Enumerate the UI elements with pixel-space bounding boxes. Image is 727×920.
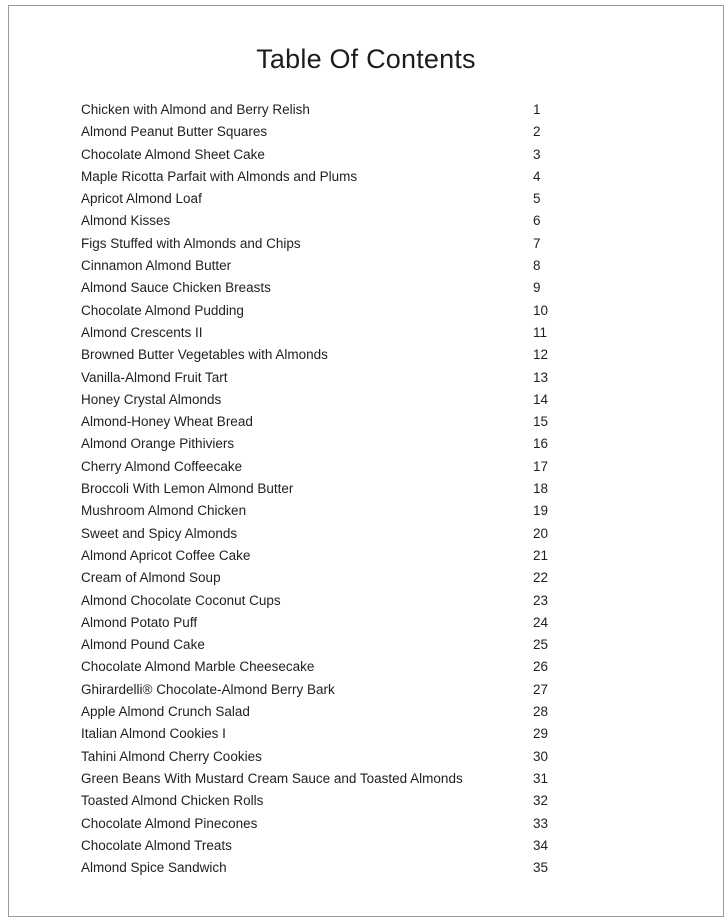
toc-entry-title: Ghirardelli® Chocolate-Almond Berry Bark bbox=[81, 681, 335, 697]
toc-entry-page-number: 10 bbox=[533, 302, 549, 318]
toc-entry bbox=[81, 121, 683, 143]
toc-entry bbox=[81, 389, 683, 411]
toc-entry bbox=[81, 634, 683, 656]
toc-entry bbox=[81, 523, 683, 545]
toc-entry-title: Broccoli With Lemon Almond Butter bbox=[81, 481, 294, 497]
toc-entry-page-number: 28 bbox=[533, 704, 549, 720]
toc-entry bbox=[81, 344, 683, 366]
toc-entry bbox=[81, 411, 683, 433]
toc-entry bbox=[81, 478, 683, 500]
toc-entry-page-number: 6 bbox=[533, 213, 541, 229]
toc-entry bbox=[81, 322, 683, 344]
toc-entry-page-number: 34 bbox=[533, 837, 549, 853]
toc-entry-title: Vanilla-Almond Fruit Tart bbox=[81, 369, 228, 385]
toc-entry-page-number: 14 bbox=[533, 391, 549, 407]
toc-entry-page-number: 13 bbox=[533, 369, 549, 385]
toc-list bbox=[9, 99, 723, 879]
toc-entry-page-number: 26 bbox=[533, 659, 549, 675]
toc-entry-title: Almond Crescents II bbox=[81, 324, 203, 340]
toc-entry-page-number: 8 bbox=[533, 258, 541, 274]
toc-entry bbox=[81, 790, 683, 812]
toc-entry-page-number: 5 bbox=[533, 191, 541, 207]
toc-entry-title: Almond Pound Cake bbox=[81, 637, 205, 653]
toc-entry-page-number: 32 bbox=[533, 793, 549, 809]
toc-entry-title: Chocolate Almond Marble Cheesecake bbox=[81, 659, 315, 675]
toc-entry-title: Cinnamon Almond Butter bbox=[81, 258, 232, 274]
toc-entry-title: Almond Potato Puff bbox=[81, 614, 198, 630]
toc-entry bbox=[81, 656, 683, 678]
toc-entry bbox=[81, 723, 683, 745]
toc-entry bbox=[81, 99, 683, 121]
toc-entry-page-number: 19 bbox=[533, 503, 549, 519]
toc-entry bbox=[81, 835, 683, 857]
toc-entry-title: Figs Stuffed with Almonds and Chips bbox=[81, 235, 301, 251]
toc-entry-page-number: 16 bbox=[533, 436, 549, 452]
toc-entry-title: Cherry Almond Coffeecake bbox=[81, 458, 243, 474]
toc-entry-title: Chocolate Almond Pinecones bbox=[81, 815, 258, 831]
toc-entry bbox=[81, 166, 683, 188]
toc-entry bbox=[81, 277, 683, 299]
toc-entry-title: Mushroom Almond Chicken bbox=[81, 503, 247, 519]
toc-entry bbox=[81, 188, 683, 210]
toc-entry-title: Almond Peanut Butter Squares bbox=[81, 124, 268, 140]
toc-entry-title: Apple Almond Crunch Salad bbox=[81, 704, 250, 720]
toc-entry-title: Toasted Almond Chicken Rolls bbox=[81, 793, 264, 809]
toc-entry bbox=[81, 813, 683, 835]
toc-entry-title: Almond Apricot Coffee Cake bbox=[81, 547, 251, 563]
toc-entry-page-number: 17 bbox=[533, 458, 549, 474]
toc-entry bbox=[81, 590, 683, 612]
toc-entry-page-number: 7 bbox=[533, 235, 541, 251]
toc-entry-title: Chicken with Almond and Berry Relish bbox=[81, 102, 310, 117]
toc-entry bbox=[81, 144, 683, 166]
toc-entry-page-number: 33 bbox=[533, 815, 549, 831]
toc-entry bbox=[81, 612, 683, 634]
page-title: Table Of Contents bbox=[256, 44, 476, 74]
toc-entry-page-number: 24 bbox=[533, 614, 549, 630]
toc-entry-title: Maple Ricotta Parfait with Almonds and Plums bbox=[81, 168, 358, 184]
toc-entry-title: Italian Almond Cookies I bbox=[81, 726, 226, 742]
toc-entry-title: Almond Orange Pithiviers bbox=[81, 436, 235, 452]
toc-entry-page-number: 12 bbox=[533, 347, 549, 363]
toc-entry-page-number: 11 bbox=[533, 324, 548, 340]
toc-entry bbox=[81, 233, 683, 255]
toc-entry bbox=[81, 300, 683, 322]
toc-entry-title: Apricot Almond Loaf bbox=[81, 191, 202, 207]
toc-entry bbox=[81, 701, 683, 723]
toc-entry-page-number: 31 bbox=[533, 770, 549, 786]
toc-entry bbox=[81, 768, 683, 790]
toc-entry-page-number: 3 bbox=[533, 146, 541, 162]
toc-entry bbox=[81, 500, 683, 522]
toc-entry-title: Cream of Almond Soup bbox=[81, 570, 221, 586]
toc-entry-page-number: 9 bbox=[533, 280, 541, 296]
toc-entry-title: Chocolate Almond Treats bbox=[81, 837, 232, 853]
toc-entry-page-number: 27 bbox=[533, 681, 549, 697]
toc-entry-title: Sweet and Spicy Almonds bbox=[81, 525, 238, 541]
toc-entry-page-number: 18 bbox=[533, 481, 549, 497]
toc-entry-page-number: 4 bbox=[533, 168, 541, 184]
toc-entry bbox=[81, 567, 683, 589]
toc-entry-page-number: 20 bbox=[533, 525, 549, 541]
toc-entry-page-number: 25 bbox=[533, 637, 549, 653]
toc-entry bbox=[81, 210, 683, 232]
toc-entry-title: Honey Crystal Almonds bbox=[81, 391, 222, 407]
toc-entry bbox=[81, 255, 683, 277]
toc-entry-title: Almond Chocolate Coconut Cups bbox=[81, 592, 281, 608]
toc-entry-title: Almond-Honey Wheat Bread bbox=[81, 414, 253, 430]
toc-entry-page-number: 15 bbox=[533, 414, 549, 430]
toc-entry bbox=[81, 456, 683, 478]
toc-entry bbox=[81, 545, 683, 567]
toc-entry-page-number: 2 bbox=[533, 124, 541, 140]
document-page bbox=[8, 5, 724, 917]
toc-entry bbox=[81, 746, 683, 768]
toc-entry-page-number: 29 bbox=[533, 726, 549, 742]
toc-entry-page-number: 23 bbox=[533, 592, 549, 608]
toc-entry bbox=[81, 857, 683, 879]
toc-entry-page-number: 22 bbox=[533, 570, 549, 586]
toc-entry-page-number: 35 bbox=[533, 860, 549, 876]
toc-entry-title: Browned Butter Vegetables with Almonds bbox=[81, 347, 328, 363]
toc-entry-page-number: 21 bbox=[533, 547, 549, 563]
toc-entry-title: Green Beans With Mustard Cream Sauce and Toasted Almonds bbox=[81, 770, 463, 786]
toc-entry-title: Tahini Almond Cherry Cookies bbox=[81, 748, 262, 764]
toc-entry bbox=[81, 367, 683, 389]
toc-entry-title: Almond Kisses bbox=[81, 213, 171, 229]
toc-entry-title: Chocolate Almond Sheet Cake bbox=[81, 146, 265, 162]
toc-entry-title: Chocolate Almond Pudding bbox=[81, 302, 244, 318]
toc-entry-page-number: 30 bbox=[533, 748, 549, 764]
toc-entry-page-number: 1 bbox=[533, 102, 541, 117]
toc-entry bbox=[81, 679, 683, 701]
toc-entry bbox=[81, 433, 683, 455]
toc-entry-title: Almond Spice Sandwich bbox=[81, 860, 227, 876]
toc-entry-title: Almond Sauce Chicken Breasts bbox=[81, 280, 271, 296]
